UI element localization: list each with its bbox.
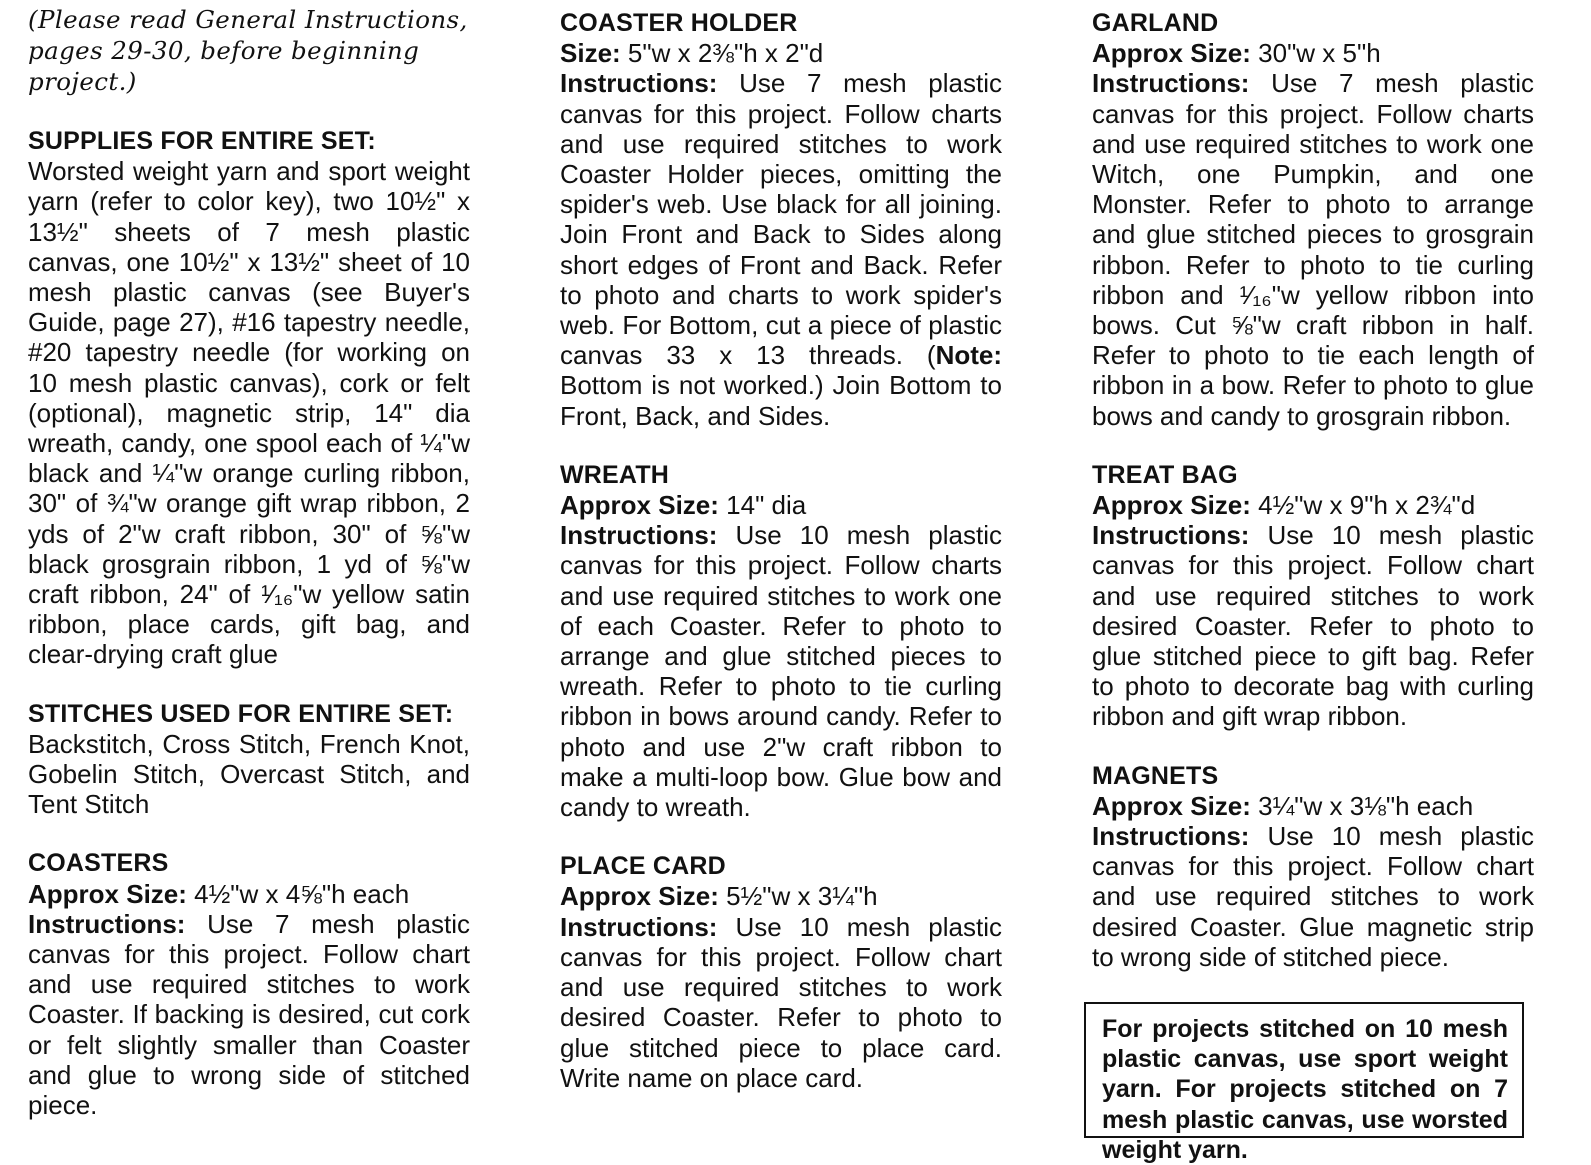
size-label: Approx Size: — [28, 878, 187, 909]
coasters-instructions — [28, 909, 470, 1120]
size-value: 30"w x 5"h — [1258, 38, 1381, 69]
size-label: Approx Size: — [560, 881, 719, 912]
wreath-instructions — [560, 520, 1002, 822]
treat-bag-size — [1092, 490, 1534, 520]
instructions-label: Instructions: — [560, 520, 718, 551]
instructions-text: Use 7 mesh plastic canvas for this project. Follow charts and use required stitches to work Coaster Holder pieces, omitting the spider's web. Use black for all joining. Join Front and Back to Sides along short edges of Front and Back. Refer to photo and charts to work spider's web. For Bottom, cut a piece of plastic canvas 33 x 13 threads. ( — [560, 68, 1002, 371]
treat-bag-instructions — [1092, 520, 1534, 731]
instructions-label: Instructions: — [1092, 821, 1250, 852]
wreath-size — [560, 490, 1002, 520]
size-value: 5"w x 2⅜"h x 2"d — [627, 38, 824, 69]
size-label: Size: — [560, 38, 621, 69]
instructions-text-continued: Bottom is not worked.) Join Bottom to Front, Back, and Sides. — [560, 370, 1002, 431]
wreath-section — [560, 460, 1002, 822]
place-card-heading: PLACE CARD — [560, 852, 726, 881]
supplies-section — [28, 126, 470, 670]
magnets-size — [1092, 791, 1534, 821]
magnets-heading: MAGNETS — [1092, 761, 1219, 790]
coasters-heading: COASTERS — [28, 849, 169, 878]
garland-size — [1092, 38, 1534, 68]
column-right — [1092, 0, 1534, 972]
instructions-label: Instructions: — [560, 911, 718, 942]
intro-note: (Please read General Instructions, pages 29-30, before beginning project.) — [28, 5, 468, 96]
coaster-holder-size — [560, 38, 1002, 68]
size-value: 4½"w x 4⅝"h each — [194, 878, 410, 909]
size-value: 3¼"w x 3⅛"h each — [1258, 790, 1474, 821]
garland-section — [1092, 8, 1534, 431]
instructions-text: Use 7 mesh plastic canvas for this project. Follow charts and use required stitches to work one Witch, one Pumpkin, and one Monster. Refer to photo to arrange and glue stitched pieces to grosgrain ribbon. Refer to photo to tie curling ribbon and ¹⁄₁₆"w yellow ribbon into bows. Cut ⅝"w craft ribbon in half. Refer to photo to tie each length of ribbon in a bow. Refer to photo to glue bows and candy to grosgrain ribbon. — [1092, 68, 1534, 431]
coaster-holder-heading: COASTER HOLDER — [560, 9, 798, 37]
treat-bag-section — [1092, 460, 1534, 732]
instructions-label: Instructions: — [560, 68, 718, 99]
treat-bag-heading: TREAT BAG — [1092, 460, 1238, 489]
coaster-holder-instructions — [560, 68, 1002, 430]
instructions-text: Use 10 mesh plastic canvas for this project. Follow chart and use required stitches to work desired Coaster. Refer to photo to glue stitched piece to gift bag. Refer to photo to decorate bag with curling ribbon and gift wrap ribbon. — [1092, 520, 1534, 732]
instructions-text: Use 10 mesh plastic canvas for this project. Follow charts and use required stitches to work one of each Coaster. Refer to photo to arrange and glue stitched pieces to wreath. Refer to photo to tie curling ribbon in bows around candy. Refer to photo and use 2"w craft ribbon to make a multi-loop bow. Glue bow and candy to wreath. — [560, 520, 1002, 823]
instructions-label: Instructions: — [1092, 68, 1250, 99]
column-middle — [560, 0, 1002, 1093]
place-card-size — [560, 881, 1002, 911]
instructions-text: Use 10 mesh plastic canvas for this project. Follow chart and use required stitches to work desired Coaster. Glue magnetic strip to wrong side of stitched piece. — [1092, 821, 1534, 972]
instructions-label: Instructions: — [28, 908, 186, 939]
instructions-label: Instructions: — [1092, 520, 1250, 551]
size-label: Approx Size: — [1092, 790, 1251, 821]
coasters-size — [28, 879, 470, 909]
supplies-text: Worsted weight yarn and sport weight yarn (refer to color key), two 10½" x 13½" sheets of 7 mesh plastic canvas, one 10½" x 13½" sheet of 10 mesh plastic canvas (see Buyer's Guide, page 27), #16 tapestry needle, #20 tapestry needle (for working on 10 mesh plastic canvas), cork or felt (optional), magnetic strip, 14" dia wreath, candy, one spool each of ¼"w black and ¼"w orange curling ribbon, 30" of ¾"w orange gift wrap ribbon, 2 yds of 2"w craft ribbon, 30" of ⅝"w black grosgrain ribbon, 1 yd of ⅝"w craft ribbon, 24" of ¹⁄₁₆"w yellow satin ribbon, place cards, gift bag, and clear-drying craft glue — [28, 156, 470, 670]
wreath-heading: WREATH — [560, 460, 670, 489]
size-label: Approx Size: — [1092, 38, 1251, 69]
stitches-section — [28, 699, 470, 820]
size-value: 14" dia — [726, 490, 807, 521]
magnets-section — [1092, 761, 1534, 972]
place-card-instructions — [560, 912, 1002, 1093]
magnets-instructions — [1092, 821, 1534, 972]
column-left — [28, 0, 470, 1120]
instructions-text: Use 10 mesh plastic canvas for this project. Follow chart and use required stitches to work desired Coaster. Refer to photo to glue stitched piece to place card. Write name on place card. — [560, 911, 1002, 1093]
garland-heading: GARLAND — [1092, 9, 1219, 37]
supplies-heading: SUPPLIES FOR ENTIRE SET: — [28, 127, 376, 155]
stitches-heading: STITCHES USED FOR ENTIRE SET: — [28, 699, 454, 728]
size-label: Approx Size: — [560, 490, 719, 521]
coasters-section — [28, 848, 470, 1120]
garland-instructions — [1092, 68, 1534, 430]
size-value: 4½"w x 9"h x 2¾"d — [1258, 490, 1476, 521]
stitches-text: Backstitch, Cross Stitch, French Knot, Gobelin Stitch, Overcast Stitch, and Tent Stitch — [28, 728, 470, 820]
instructions-text: Use 7 mesh plastic canvas for this project. Follow chart and use required stitches to work Coaster. If backing is desired, cut cork or felt slightly smaller than Coaster and glue to wrong side of stitched piece. — [28, 908, 470, 1121]
size-value: 5½"w x 3¼"h — [726, 881, 878, 912]
yarn-note-box: For projects stitched on 10 mesh plastic canvas, use sport weight yarn. For projects stitched on 7 mesh plastic canvas, use worsted weight yarn. — [1084, 1002, 1524, 1138]
place-card-section — [560, 851, 1002, 1093]
note-label: Note: — [935, 340, 1002, 371]
size-label: Approx Size: — [1092, 490, 1251, 521]
coaster-holder-section — [560, 8, 1002, 431]
